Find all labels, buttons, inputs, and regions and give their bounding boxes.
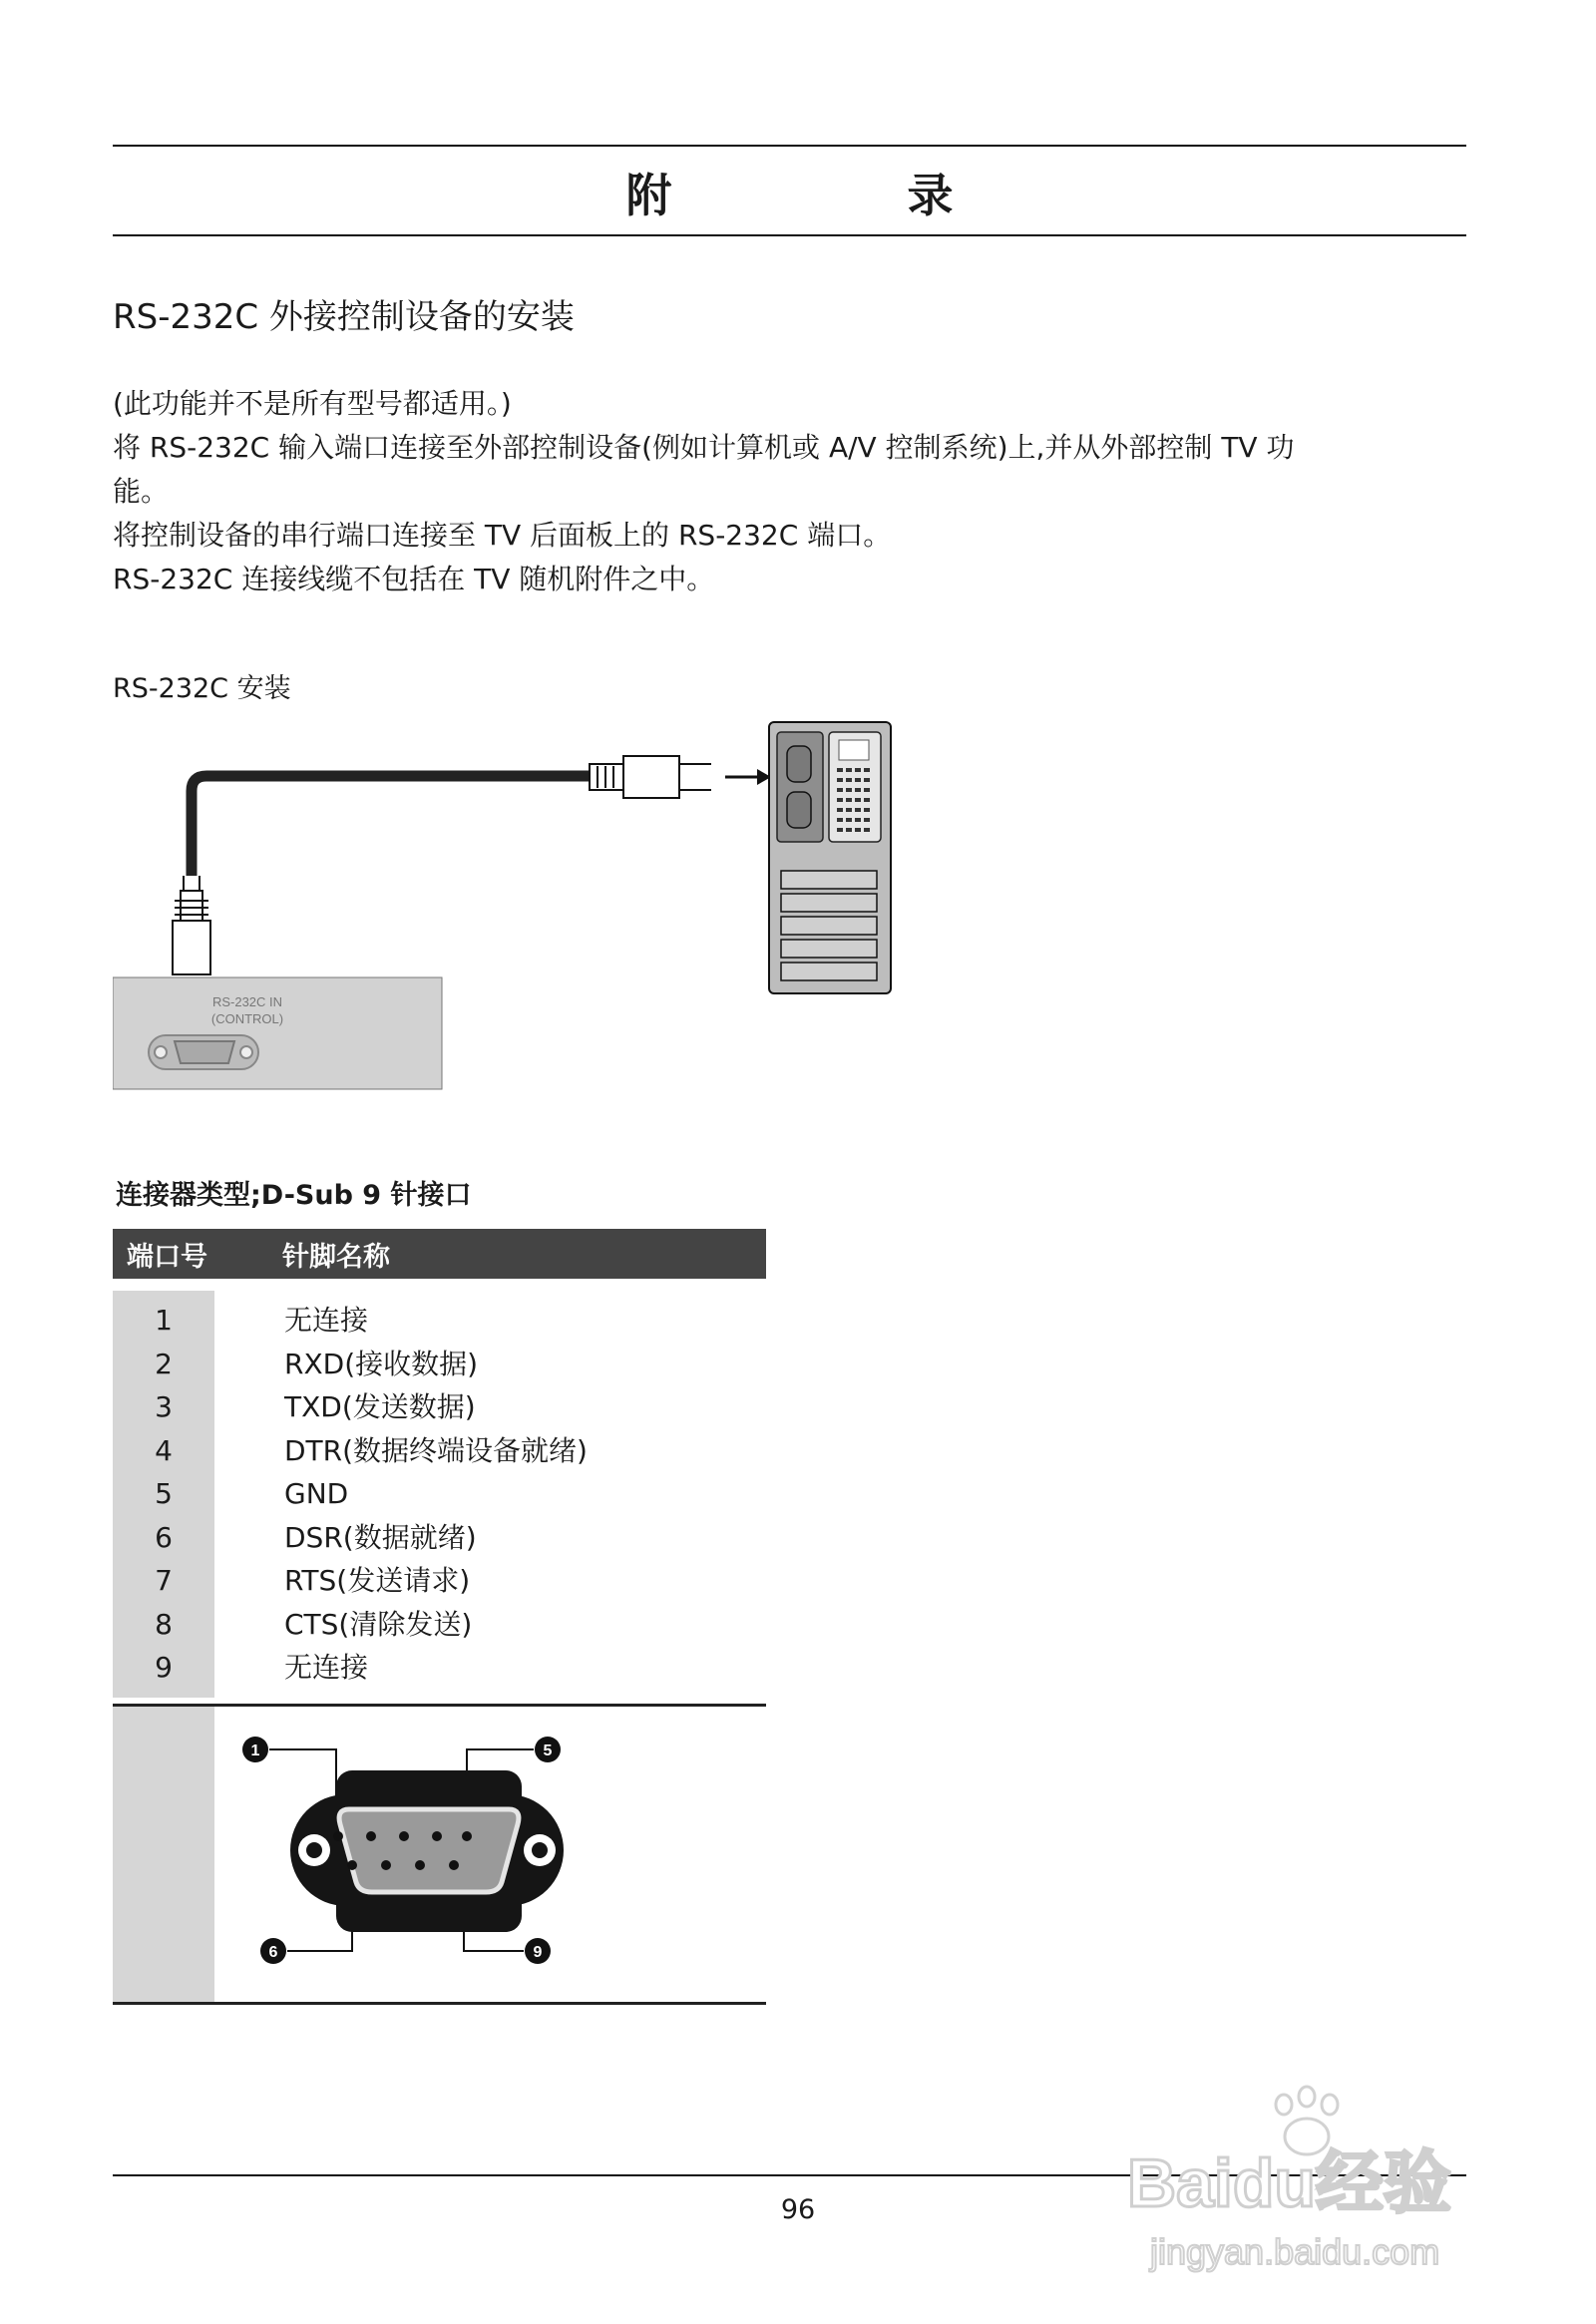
pin-name: RTS(发送请求): [284, 1564, 471, 1597]
arrow-right-icon: [725, 769, 771, 785]
intro-text: [113, 382, 1474, 601]
pin-name: TXD(发送数据): [284, 1390, 476, 1423]
connector-drawing-cell: [214, 1707, 766, 2002]
pin-number: 6: [155, 1520, 173, 1554]
intro-line: 将 RS-232C 输入端口连接至外部控制设备(例如计算机或 A/V 控制系统)上,并从外部控制 TV 功: [113, 431, 1295, 464]
page-title: 附 录: [625, 169, 1063, 222]
section-heading: RS-232C 外接控制设备的安装: [113, 297, 575, 337]
pin-name-column: [214, 1291, 588, 1698]
baidu-watermark-logo: [1122, 2085, 1501, 2284]
intro-line: 将控制设备的串行端口连接至 TV 后面板上的 RS-232C 端口。: [113, 519, 892, 552]
rs232-installation-diagram: [113, 716, 911, 1090]
pin-name: GND: [284, 1477, 349, 1510]
header-pin: 针脚名称: [282, 1241, 390, 1273]
page-number: 96: [780, 2194, 816, 2225]
pin-name: RXD(接收数据): [284, 1347, 479, 1380]
pin5-callout: [535, 1737, 561, 1762]
svg-text:6: 6: [268, 1943, 278, 1961]
pin-number: 9: [155, 1651, 173, 1684]
pin-name: 无连接: [284, 1651, 369, 1684]
pin-number: 5: [155, 1477, 173, 1510]
pin1-callout: [242, 1737, 268, 1762]
pc-side-plug-icon: [590, 756, 711, 798]
pin9-callout: [525, 1938, 551, 1964]
pin-name: 无连接: [284, 1304, 369, 1337]
svg-text:5: 5: [543, 1742, 553, 1759]
connector-illustration-row: [113, 1707, 766, 2002]
header-port: 端口号: [127, 1241, 207, 1273]
pin-number: 7: [155, 1564, 173, 1597]
svg-text:9: 9: [533, 1943, 543, 1961]
tv-side-plug-icon: [173, 876, 210, 974]
pin-name: DSR(数据就绪): [284, 1520, 477, 1554]
pin-number: 4: [155, 1433, 173, 1467]
tv-port-label: (CONTROL): [210, 1011, 284, 1026]
svg-text:jingyan.baidu.com: jingyan.baidu.com: [1150, 2231, 1440, 2272]
connector-gray-cell: [113, 1707, 214, 2002]
tv-dsub-port-icon: [149, 1035, 258, 1069]
pin-number: 2: [155, 1347, 173, 1380]
pin-number: 1: [155, 1304, 173, 1337]
dsub9-connector-diagram: [214, 1707, 766, 2002]
title-underline: [113, 234, 1466, 236]
pin6-callout: [260, 1938, 286, 1964]
tv-port-label: RS-232C IN: [211, 994, 283, 1009]
rs232-cable: [192, 776, 590, 876]
pin-table-body: [113, 1291, 766, 1698]
intro-line: RS-232C 连接线缆不包括在 TV 随机附件之中。: [113, 563, 715, 595]
intro-line: 能。: [113, 475, 170, 508]
pin-table-header: [113, 1229, 766, 1279]
connector-face: [339, 1809, 519, 1892]
pin-name: DTR(数据终端设备就绪): [284, 1433, 588, 1467]
top-rule: [113, 145, 1466, 147]
svg-text:1: 1: [250, 1742, 260, 1759]
install-heading: RS-232C 安装: [113, 673, 291, 704]
intro-line: (此功能并不是所有型号都适用。): [113, 387, 512, 420]
pin-name: CTS(清除发送): [284, 1607, 473, 1641]
svg-text:Baidu经验: Baidu经验: [1127, 2145, 1451, 2221]
pin-number-column: [113, 1291, 214, 1698]
pin-table: [113, 1229, 766, 2005]
pin-number: 8: [155, 1607, 173, 1641]
pin-number: 3: [155, 1390, 173, 1423]
pc-tower-icon: [769, 722, 891, 993]
connector-heading: 连接器类型;D-Sub 9 针接口: [116, 1180, 472, 1211]
